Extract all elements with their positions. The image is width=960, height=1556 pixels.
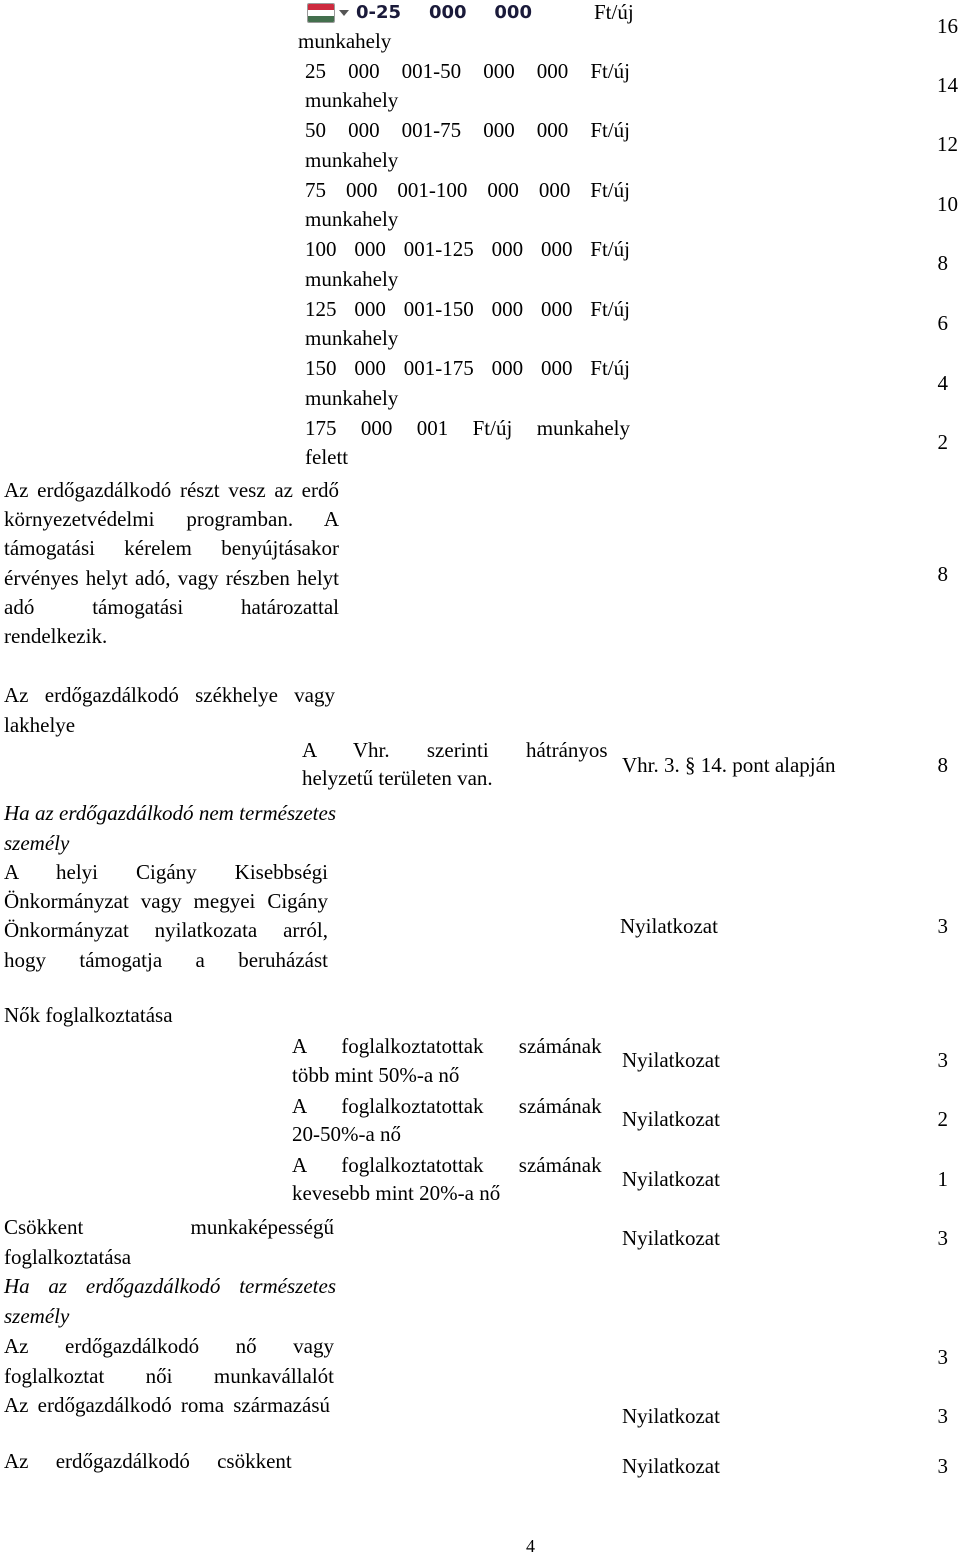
- range-line: [305, 120, 630, 141]
- range-part: 000: [348, 118, 380, 142]
- range-line-2: munkahely: [305, 148, 399, 172]
- women-row-line: A foglalkoztatottak számának: [292, 1094, 602, 1118]
- range-part: 001-150: [403, 297, 474, 321]
- range-part: Ft/új: [472, 416, 513, 440]
- range-part: 000: [536, 59, 569, 83]
- proof-label: Nyilatkozat: [622, 1226, 720, 1250]
- women-row-line-2: kevesebb mint 20%-a nő: [292, 1181, 501, 1205]
- women-row-line-2: több mint 50%-a nő: [292, 1063, 460, 1087]
- section-heading: Ha az erdőgazdálkodó természetes személy: [4, 1274, 336, 1328]
- score-value: 14: [937, 73, 958, 97]
- range-part: 000: [491, 297, 524, 321]
- range-part: 100: [305, 237, 337, 261]
- range-part: 000: [483, 59, 515, 83]
- women-row-line: A foglalkoztatottak számának: [292, 1034, 602, 1058]
- range-part: 000: [360, 416, 393, 440]
- range-part: 25: [305, 59, 326, 83]
- natural-row-text: Az erdőgazdálkodó nő vagy foglalkoztat női munkavállalót: [4, 1334, 334, 1388]
- hungarian-flag-icon: [307, 3, 335, 23]
- range-part: 000: [491, 356, 524, 380]
- women-row-line: A foglalkoztatottak számának: [292, 1153, 602, 1177]
- seat-condition-line-2: helyzetű területen van.: [302, 766, 493, 790]
- range-part: 000: [345, 178, 378, 202]
- page-number: 4: [526, 1536, 535, 1556]
- range-line: [305, 358, 630, 379]
- women-heading: Nők foglalkoztatása: [4, 1003, 173, 1027]
- range-part: 001-75: [401, 118, 462, 142]
- score-value: 8: [937, 753, 948, 777]
- score-value: 1: [937, 1167, 948, 1191]
- range-part: 000: [348, 59, 380, 83]
- range-line: [305, 61, 630, 82]
- range-part: 000: [536, 118, 569, 142]
- score-value: 8: [937, 562, 948, 586]
- range-part: Ft/új: [590, 237, 630, 261]
- range-part: 75: [305, 178, 326, 202]
- score-value: 16: [937, 14, 958, 38]
- range-part: munkahely: [536, 416, 630, 440]
- range-part: 125: [305, 297, 337, 321]
- natural-row-text: Az erdőgazdálkodó csökkent: [4, 1449, 292, 1473]
- country-selector[interactable]: [307, 3, 349, 23]
- range-line: [305, 418, 630, 439]
- score-value: 3: [937, 914, 948, 938]
- range-part: 000: [540, 297, 573, 321]
- dropdown-value-part: 0-25: [356, 2, 402, 23]
- range-part: 150: [305, 356, 337, 380]
- range-part: 000: [538, 178, 571, 202]
- range-part: 000: [354, 237, 386, 261]
- score-value: 10: [937, 192, 958, 216]
- score-value: 3: [937, 1345, 948, 1369]
- score-value: 3: [937, 1226, 948, 1250]
- score-value: 3: [937, 1404, 948, 1428]
- roma-text: A helyi Cigány Kisebbségi Önkormányzat vagy megyei Cigány Önkormányzat nyilatkozata arról, hogy támogatja a beruházást: [4, 860, 328, 972]
- range-line: [305, 180, 630, 201]
- proof-label: Nyilatkozat: [622, 1107, 720, 1131]
- range-line: [305, 239, 630, 260]
- seat-condition-text: A Vhr. szerinti hátrányos: [302, 738, 608, 762]
- proof-label: Nyilatkozat: [620, 914, 718, 938]
- disabled-text: Csökkent munkaképességű foglalkoztatása: [4, 1215, 334, 1269]
- seat-proof: Vhr. 3. § 14. pont alapján: [622, 753, 836, 777]
- range-line-2: munkahely: [305, 207, 399, 231]
- range-part: 000: [354, 297, 386, 321]
- dropdown-value[interactable]: [356, 4, 532, 22]
- header-tail: Ft/új: [594, 0, 634, 24]
- range-line-2: felett: [305, 445, 349, 469]
- range-line-2: munkahely: [305, 386, 399, 410]
- range-line-2: munkahely: [305, 326, 399, 350]
- range-line-2: munkahely: [305, 267, 399, 291]
- women-row-line-2: 20-50%-a nő: [292, 1122, 402, 1146]
- natural-row-text: Az erdőgazdálkodó roma származású: [4, 1393, 330, 1417]
- range-part: Ft/új: [590, 297, 630, 321]
- proof-label: Nyilatkozat: [622, 1048, 720, 1072]
- range-part: 001: [416, 416, 449, 440]
- range-part: 001-125: [403, 237, 474, 261]
- range-part: 001-100: [397, 178, 468, 202]
- score-value: 3: [937, 1454, 948, 1478]
- score-value: 3: [937, 1048, 948, 1072]
- range-line: munkahely: [298, 29, 392, 53]
- score-value: 8: [937, 251, 948, 275]
- proof-label: Nyilatkozat: [622, 1404, 720, 1428]
- dropdown-value-part: 000: [494, 2, 532, 23]
- seat-label: Az erdőgazdálkodó székhelye vagy lakhelye: [4, 683, 335, 737]
- env-program-text: Az erdőgazdálkodó részt vesz az erdő környezetvédelmi programban. A támogatási kérelem benyújtásakor érvényes helyt adó, vagy részben helyt adó támogatási határozattal rendelkezik.: [4, 478, 339, 649]
- proof-label: Nyilatkozat: [622, 1454, 720, 1478]
- range-part: 001-50: [401, 59, 462, 83]
- score-value: 6: [937, 311, 948, 335]
- range-part: 000: [354, 356, 386, 380]
- range-part: Ft/új: [590, 178, 630, 202]
- range-part: 000: [483, 118, 515, 142]
- chevron-down-icon: [339, 10, 349, 16]
- range-part: 001-175: [403, 356, 474, 380]
- range-part: Ft/új: [590, 118, 630, 142]
- range-part: 000: [491, 237, 524, 261]
- score-value: 2: [937, 1107, 948, 1131]
- range-line-2: munkahely: [305, 88, 399, 112]
- range-part: 175: [305, 416, 337, 440]
- proof-label: Nyilatkozat: [622, 1167, 720, 1191]
- range-line: [305, 299, 630, 320]
- seat-condition-line: [302, 740, 624, 761]
- range-part: Ft/új: [590, 59, 630, 83]
- range-part: 000: [540, 356, 573, 380]
- score-value: 12: [937, 132, 958, 156]
- range-part: 000: [540, 237, 573, 261]
- range-part: 50: [305, 118, 326, 142]
- flag-stripe-green: [308, 16, 334, 22]
- score-value: 2: [937, 430, 948, 454]
- dropdown-value-part: 000: [428, 2, 467, 23]
- range-part: 000: [487, 178, 519, 202]
- range-part: Ft/új: [590, 356, 630, 380]
- section-heading: Ha az erdőgazdálkodó nem természetes személy: [4, 801, 336, 855]
- score-value: 4: [937, 371, 948, 395]
